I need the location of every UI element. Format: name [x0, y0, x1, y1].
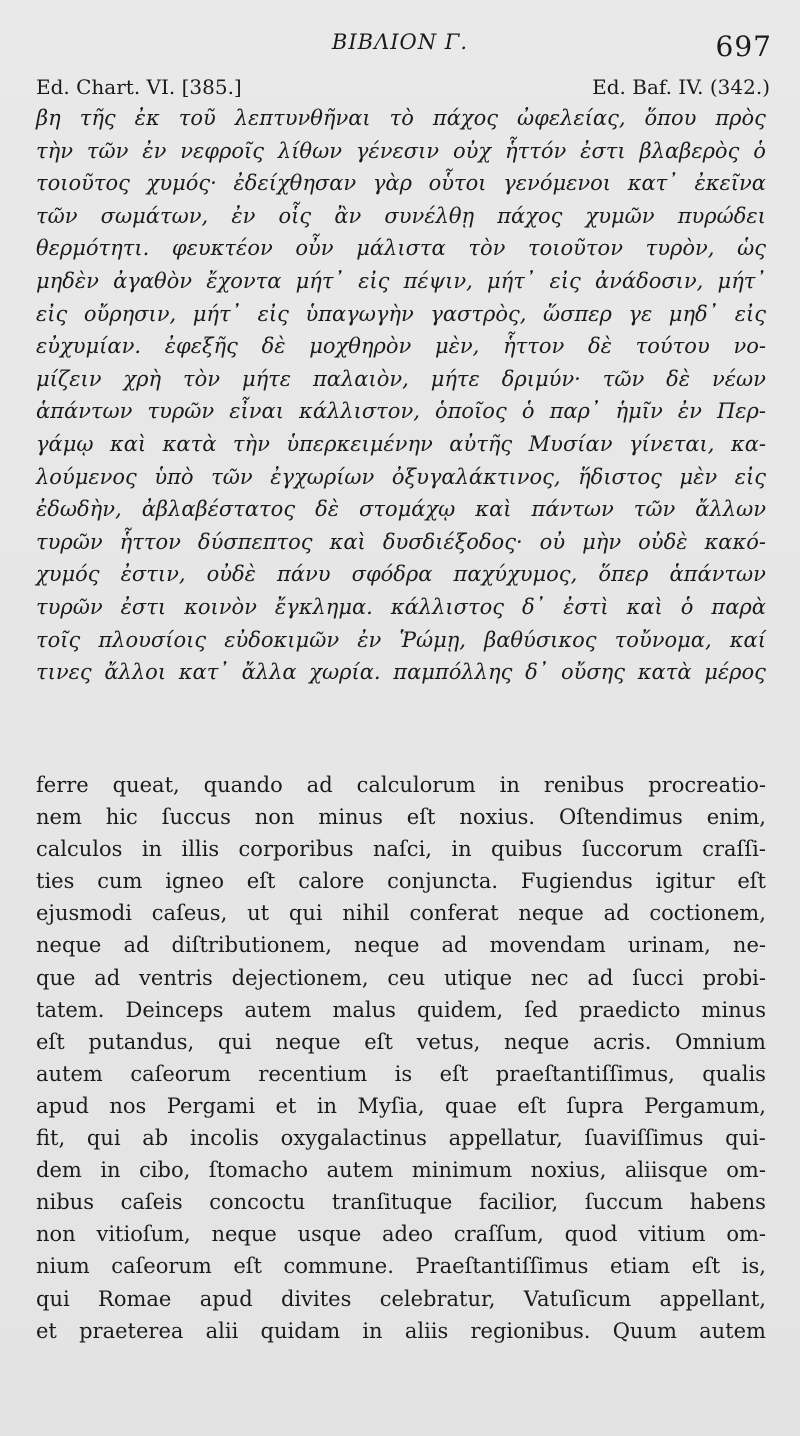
running-title: ΒΙΒΛΙΟΝ Γ. [331, 30, 469, 54]
greek-line: εἰς οὔρησιν, μήτ᾽ εἰς ὑπαγωγὴν γαστρὸς, ὥσπερ γε μηδ᾽ εἰς [36, 301, 766, 326]
latin-text-block [36, 769, 766, 1347]
greek-line: τινες ἄλλοι κατ᾽ ἄλλα χωρία. παμπόλλης δ᾽ οὔσης κατὰ μέρος [36, 660, 766, 685]
latin-line: apud nos Pergami et in Myſia, quae eſt ſupra Pergamum, [36, 1093, 766, 1118]
greek-line: τοῖς πλουσίοις εὐδοκιμῶν ἐν Ῥώμῃ, βαθύσικος τοὔνομα, καί [36, 627, 766, 652]
page-number: 697 [715, 30, 772, 63]
edition-reference-basel: Ed. Baf. IV. (342.) [592, 75, 770, 99]
latin-line: nium caſeorum eſt commune. Praeſtantiſſimus etiam eſt is, [36, 1254, 766, 1279]
greek-line: τὴν τῶν ἐν νεφροῖς λίθων γένεσιν οὐχ ἧττόν ἐστι βλαβερὸς ὁ [36, 138, 766, 163]
greek-text-block [36, 102, 766, 689]
greek-line: ἐδωδὴν, ἀβλαβέστατος δὲ στομάχῳ καὶ πάντων τῶν ἄλλων [36, 497, 766, 522]
latin-line: fit, qui ab incolis oxygalactinus appellatur, ſuaviſſimus qui- [36, 1126, 766, 1151]
latin-line: calculos in illis corporibus naſci, in quibus ſuccorum craſſi- [36, 837, 766, 862]
latin-line: eſt putandus, qui neque eſt vetus, neque acris. Omnium [36, 1029, 766, 1054]
greek-line: γάμῳ καὶ κατὰ τὴν ὑπερκειμένην αὐτῆς Μυσίαν γίνεται, κα- [36, 431, 766, 456]
edition-reference-chartier: Ed. Chart. VI. [385.] [36, 75, 242, 99]
latin-line: ejusmodi caſeus, ut qui nihil conferat neque ad coctionem, [36, 901, 766, 926]
greek-line: τυρῶν ἧττον δύσπεπτος καὶ δυσδιέξοδος· οὐ μὴν οὐδὲ κακό- [36, 529, 766, 554]
latin-line: tatem. Deinceps autem malus quidem, ſed praedicto minus [36, 997, 766, 1022]
greek-line: τῶν σωμάτων, ἐν οἷς ἂν συνέλθῃ πάχος χυμῶν πυρώδει [36, 203, 766, 228]
latin-line: que ad ventris dejectionem, ceu utique nec ad ſucci probi- [36, 965, 766, 990]
greek-line: θερμότητι. φευκτέον οὖν μάλιστα τὸν τοιοῦτον τυρὸν, ὡς [36, 236, 766, 261]
greek-line: μίζειν χρὴ τὸν μήτε παλαιὸν, μήτε δριμύν· τῶν δὲ νέων [36, 366, 766, 391]
greek-line: ἁπάντων τυρῶν εἶναι κάλλιστον, ὁποῖος ὁ παρ᾽ ἡμῖν ἐν Περ- [36, 399, 766, 424]
greek-line: εὐχυμίαν. ἐφεξῆς δὲ μοχθηρὸν μὲν, ἧττον δὲ τούτου νο- [36, 334, 766, 359]
latin-line: non vitioſum, neque usque adeo craſſum, quod vitium om- [36, 1222, 766, 1247]
greek-line: βη τῆς ἐκ τοῦ λεπτυνθῆναι τὸ πάχος ὠφελείας, ὅπου πρὸς [36, 106, 766, 130]
latin-line: nibus caſeis concoctu tranſituque facilior, ſuccum habens [36, 1190, 766, 1215]
latin-line: autem caſeorum recentium is eſt praeſtantiſſimus, qualis [36, 1061, 766, 1086]
latin-line: et praeterea alii quidam in aliis regionibus. Quum autem [36, 1318, 766, 1343]
latin-line: ties cum igneo eſt calore conjuncta. Fugiendus igitur eſt [36, 869, 766, 894]
greek-line: χυμός ἐστιν, οὐδὲ πάνυ σφόδρα παχύχυμος, ὅπερ ἁπάντων [36, 562, 766, 587]
greek-line: λούμενος ὑπὸ τῶν ἐγχωρίων ὀξυγαλάκτινος, ἥδιστος μὲν εἰς [36, 464, 766, 489]
greek-line: μηδὲν ἀγαθὸν ἔχοντα μήτ᾽ εἰς πέψιν, μήτ᾽ εἰς ἀνάδοσιν, μήτ᾽ [36, 268, 766, 293]
latin-line: dem in cibo, ſtomacho autem minimum noxius, aliisque om- [36, 1158, 766, 1183]
greek-line: τυρῶν ἐστι κοινὸν ἔγκλημα. κάλλιστος δ᾽ ἐστὶ καὶ ὁ παρὰ [36, 594, 766, 619]
latin-line: nem hic ſuccus non minus eſt noxius. Oſtendimus enim, [36, 805, 766, 830]
latin-line: ferre queat, quando ad calculorum in renibus procreatio- [36, 773, 766, 797]
latin-line: qui Romae apud divites celebratur, Vatuſicum appellant, [36, 1286, 766, 1311]
greek-line: τοιοῦτος χυμός· ἐδείχθησαν γὰρ οὗτοι γενόμενοι κατ᾽ ἐκεῖνα [36, 171, 766, 196]
latin-line: neque ad diſtributionem, neque ad movendam urinam, ne- [36, 933, 766, 958]
